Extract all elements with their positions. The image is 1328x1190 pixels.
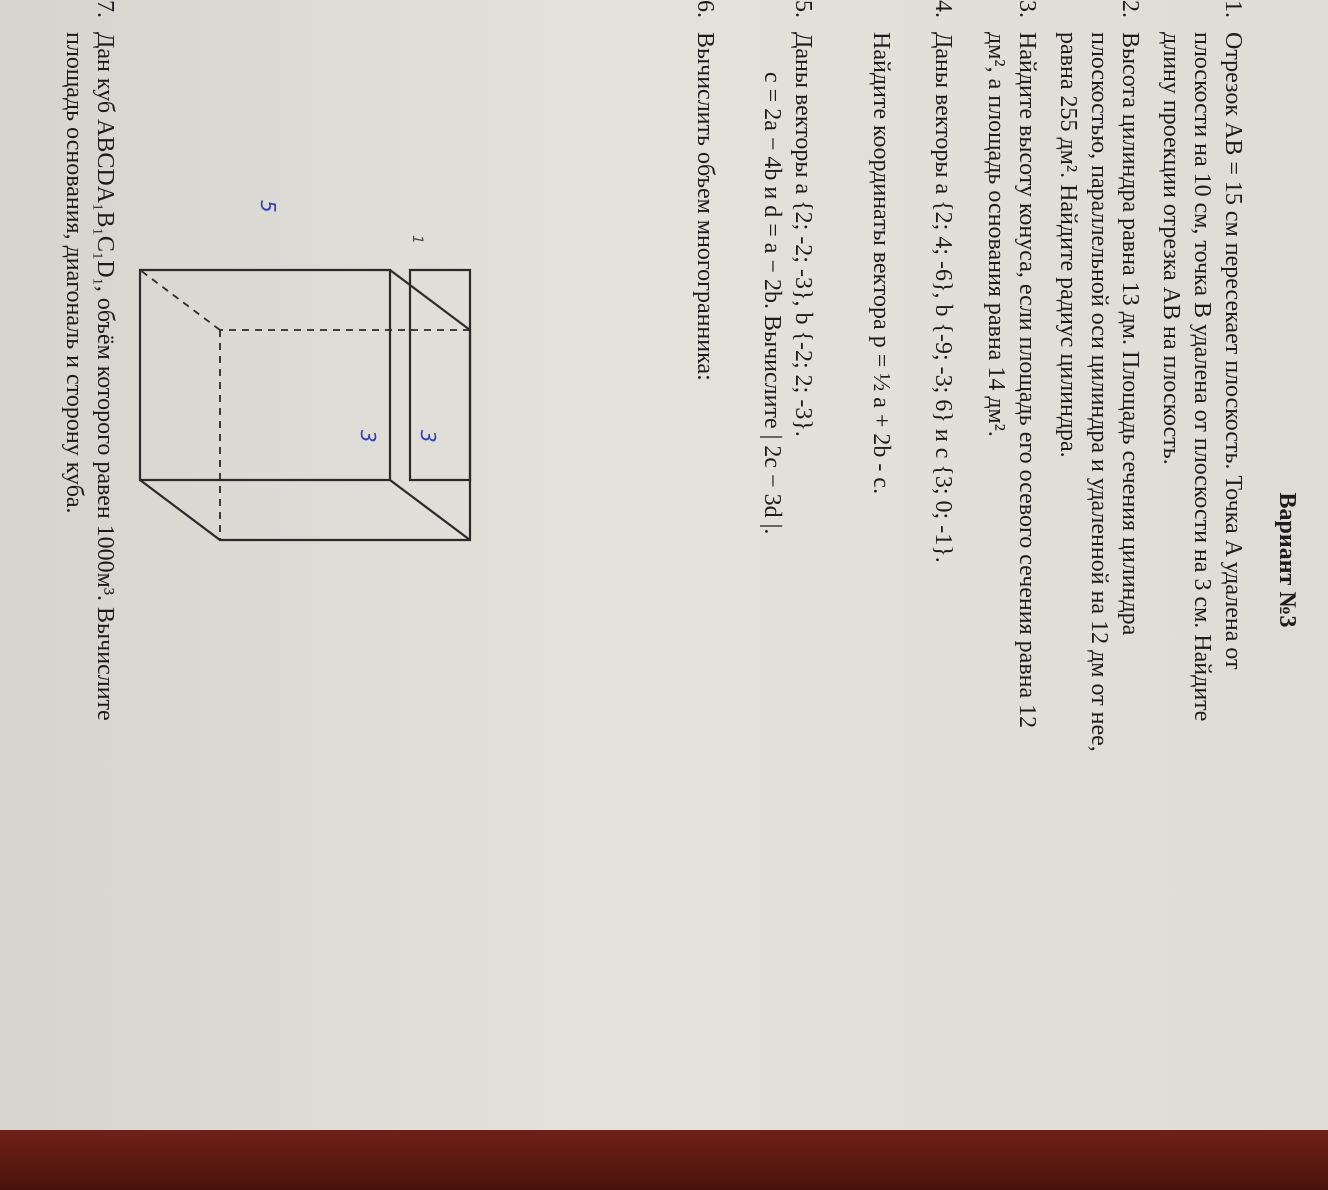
task-line: Отрезок AB = 15 см пересекает плоскость. Точка A удалена от — [1220, 32, 1246, 670]
figure-label-height: 3 — [356, 430, 380, 443]
task-line: длину проекции отрезка AB на плоскость. — [1158, 32, 1184, 465]
task-line: Даны векторы a {2; -2; -3}, b {-2; 2; -3}. — [790, 32, 816, 437]
task-number: 1. — [1220, 0, 1246, 18]
task-line: плоскости на 10 см, точка B удалена от плоскости на 3 см. Найдите — [1189, 32, 1215, 722]
task-line: Дан куб ABCDA₁B₁C₁D₁, объём которого равен 1000м³. Вычислите — [92, 32, 118, 721]
task-line: c = 2a − 4b и d = a − 2b. Вычислите | 2c − 3d |. — [759, 72, 785, 535]
step-front-face — [410, 270, 470, 480]
task-number: 2. — [1117, 0, 1143, 18]
task-number: 5. — [790, 0, 816, 18]
task-line: Найдите координаты вектора p = ½ a + 2b - c. — [868, 32, 894, 495]
task-text — [1052, 32, 1145, 1032]
figure-label-step: 1 — [409, 235, 425, 244]
task-text — [865, 32, 958, 1032]
task-line: Высота цилиндра равна 13 дм. Площадь сечения цилиндра — [1117, 32, 1143, 636]
task-line: Даны векторы a {2; 4; -6}, b {-9; -3; 6} и c {3; 0; -1}. — [930, 32, 956, 563]
task-number: 3. — [1014, 0, 1040, 18]
task-number: 6. — [692, 0, 718, 18]
task-line: плоскостью, параллельной оси цилиндра и удаленной на 12 дм от нее, — [1086, 32, 1112, 752]
task-number: 7. — [92, 0, 118, 18]
task-line: Вычислить объем многогранника: — [692, 32, 718, 381]
task-number: 4. — [930, 0, 956, 18]
hidden-edge — [140, 270, 220, 330]
task-text — [689, 32, 720, 1032]
figure-label-depth: 3 — [416, 430, 440, 443]
task-text — [756, 32, 818, 1032]
task-text — [1155, 32, 1248, 1032]
box-top-side-edges — [140, 270, 470, 540]
task-text — [980, 32, 1042, 1032]
task-line — [896, 32, 927, 1032]
task-text — [58, 32, 120, 1032]
box-front-face — [140, 270, 390, 480]
task-line: равна 255 дм². Найдите радиус цилиндра. — [1055, 32, 1081, 458]
task-line: площадь основания, диагональ и сторону куба. — [61, 32, 87, 514]
polyhedron-figure — [130, 60, 670, 660]
page-title: Вариант №3 — [1274, 492, 1300, 628]
figure-label-width: 5 — [256, 200, 280, 213]
task-line: дм², а площадь основания равна 14 дм². — [983, 32, 1009, 437]
box-edge — [390, 480, 470, 540]
table-surface — [0, 1130, 1328, 1190]
task-line: Найдите высоту конуса, если площадь его осевого сечения равна 12 — [1014, 32, 1040, 729]
